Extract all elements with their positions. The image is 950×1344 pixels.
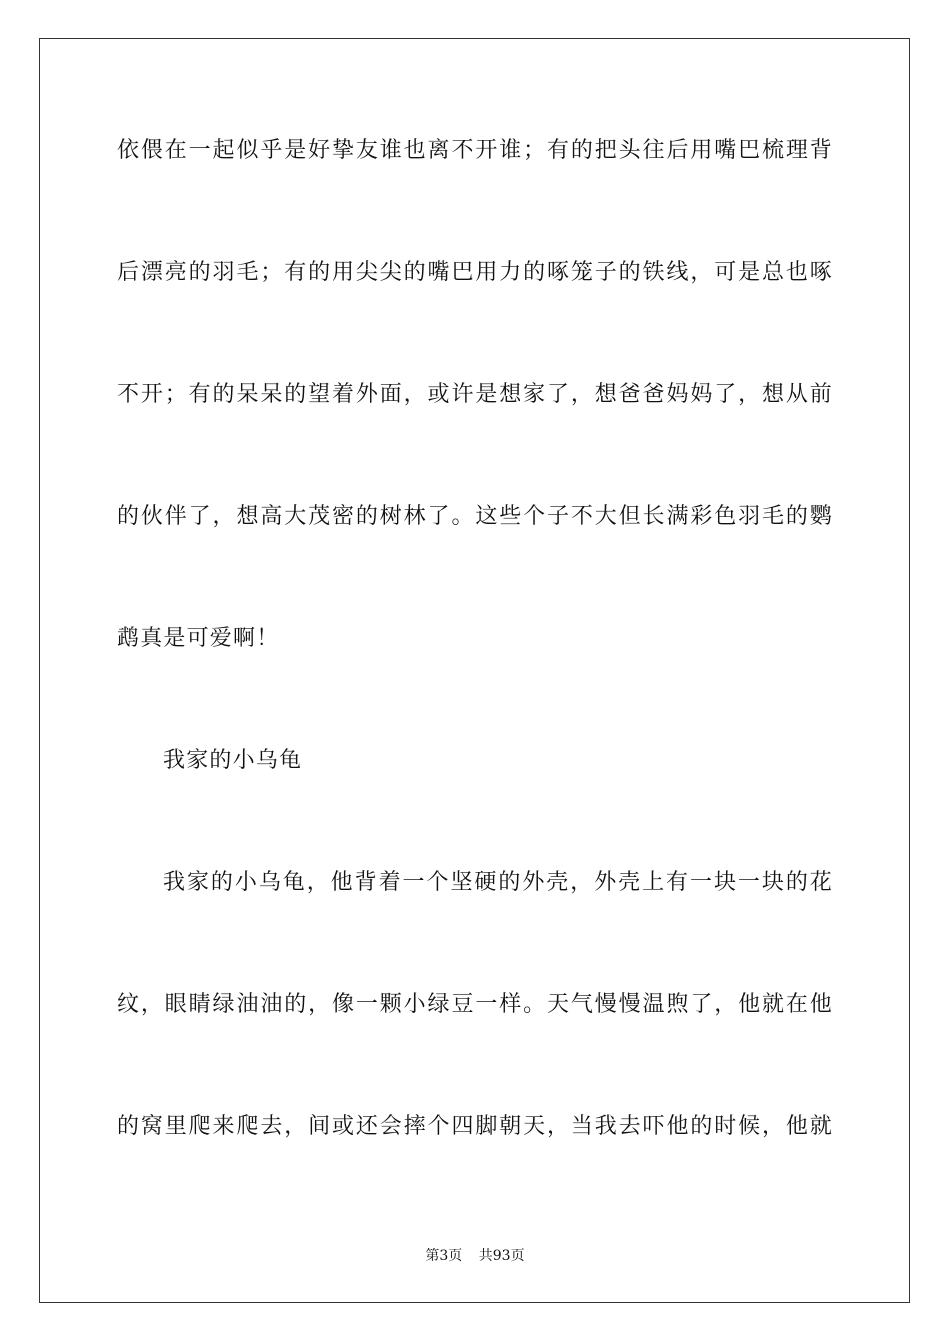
text-line-2: 后漂亮的羽毛；有的用尖尖的嘴巴用力的啄笼子的铁线，可是总也啄 [117,260,833,285]
paragraph-line-2: 纹，眼睛绿油油的，像一颗小绿豆一样。天气慢慢温煦了，他就在他 [117,992,833,1017]
text-line-3: 不开；有的呆呆的望着外面，或许是想家了，想爸爸妈妈了，想从前 [117,382,833,407]
text-line-1: 依偎在一起似乎是好挚友谁也离不开谁；有的把头往后用嘴巴梳理背 [117,138,833,163]
page-total: 共93页 [478,1248,525,1264]
paragraph-line-3: 的窝里爬来爬去，间或还会摔个四脚朝天，当我去吓他的时候，他就 [117,1114,833,1139]
text-line-5: 鹉真是可爱啊！ [117,626,280,651]
text-line-4: 的伙伴了，想高大茂密的树林了。这些个子不大但长满彩色羽毛的鹦 [117,504,833,529]
section-title: 我家的小乌龟 [163,748,303,773]
page-number: 第3页 [425,1248,463,1264]
paragraph-line-1: 我家的小乌龟，他背着一个坚硬的外壳，外壳上有一块一块的花 [163,870,833,895]
page-footer [0,1246,950,1266]
